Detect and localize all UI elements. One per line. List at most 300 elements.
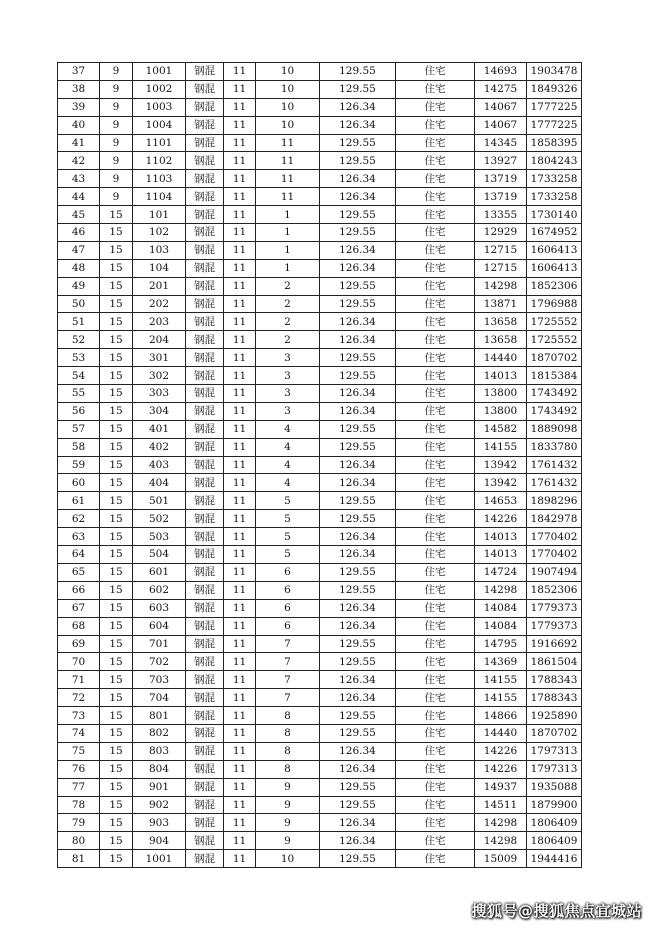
cell-floor: 3 — [256, 385, 320, 403]
table-row — [58, 63, 582, 81]
cell-structure: 钢混 — [186, 331, 224, 349]
cell-area: 126.34 — [320, 528, 396, 546]
cell-floor: 8 — [256, 724, 320, 742]
cell-row-no: 69 — [58, 635, 100, 653]
cell-unit: 101 — [133, 206, 186, 224]
cell-unit: 103 — [133, 241, 186, 259]
cell-total-floors: 11 — [224, 778, 256, 796]
cell-building: 15 — [100, 349, 133, 367]
cell-building: 15 — [100, 635, 133, 653]
cell-structure: 钢混 — [186, 277, 224, 295]
cell-area: 126.34 — [320, 241, 396, 259]
cell-structure: 钢混 — [186, 367, 224, 385]
cell-total-price: 1944416 — [527, 850, 582, 868]
cell-building: 15 — [100, 510, 133, 528]
cell-total-floors: 11 — [224, 438, 256, 456]
table-row — [58, 80, 582, 98]
cell-structure: 钢混 — [186, 349, 224, 367]
price-table — [57, 62, 582, 868]
cell-total-floors: 11 — [224, 63, 256, 81]
cell-area: 129.55 — [320, 224, 396, 242]
table-row — [58, 796, 582, 814]
cell-unit: 1101 — [133, 134, 186, 152]
cell-unit-price: 14937 — [475, 778, 527, 796]
cell-total-price: 1788343 — [527, 689, 582, 707]
cell-unit-price: 13942 — [475, 474, 527, 492]
cell-unit: 604 — [133, 617, 186, 635]
cell-total-price: 1935088 — [527, 778, 582, 796]
cell-structure: 钢混 — [186, 259, 224, 277]
cell-structure: 钢混 — [186, 635, 224, 653]
cell-usage: 住宅 — [396, 671, 475, 689]
cell-building: 9 — [100, 80, 133, 98]
cell-row-no: 50 — [58, 295, 100, 313]
cell-total-floors: 11 — [224, 385, 256, 403]
cell-unit-price: 13927 — [475, 152, 527, 170]
cell-unit: 202 — [133, 295, 186, 313]
cell-area: 129.55 — [320, 492, 396, 510]
cell-usage: 住宅 — [396, 367, 475, 385]
cell-floor: 4 — [256, 456, 320, 474]
cell-row-no: 55 — [58, 385, 100, 403]
cell-structure: 钢混 — [186, 814, 224, 832]
cell-unit: 802 — [133, 724, 186, 742]
cell-floor: 11 — [256, 170, 320, 188]
cell-building: 15 — [100, 295, 133, 313]
table-row — [58, 349, 582, 367]
table-row — [58, 152, 582, 170]
cell-total-price: 1796988 — [527, 295, 582, 313]
cell-row-no: 49 — [58, 277, 100, 295]
cell-building: 9 — [100, 98, 133, 116]
cell-unit-price: 14369 — [475, 653, 527, 671]
table-row — [58, 563, 582, 581]
table-row — [58, 224, 582, 242]
cell-total-price: 1861504 — [527, 653, 582, 671]
cell-total-price: 1606413 — [527, 259, 582, 277]
cell-area: 126.34 — [320, 689, 396, 707]
cell-usage: 住宅 — [396, 832, 475, 850]
cell-structure: 钢混 — [186, 385, 224, 403]
cell-usage: 住宅 — [396, 152, 475, 170]
cell-usage: 住宅 — [396, 170, 475, 188]
cell-structure: 钢混 — [186, 188, 224, 206]
cell-unit: 603 — [133, 599, 186, 617]
cell-total-price: 1770402 — [527, 528, 582, 546]
cell-unit: 304 — [133, 402, 186, 420]
cell-total-floors: 11 — [224, 492, 256, 510]
table-row — [58, 653, 582, 671]
cell-area: 129.55 — [320, 438, 396, 456]
cell-floor: 5 — [256, 510, 320, 528]
cell-total-price: 1777225 — [527, 98, 582, 116]
cell-total-floors: 11 — [224, 402, 256, 420]
cell-structure: 钢混 — [186, 707, 224, 725]
cell-row-no: 62 — [58, 510, 100, 528]
cell-area: 129.55 — [320, 850, 396, 868]
cell-row-no: 58 — [58, 438, 100, 456]
cell-usage: 住宅 — [396, 760, 475, 778]
cell-floor: 9 — [256, 814, 320, 832]
cell-area: 129.55 — [320, 796, 396, 814]
cell-unit: 503 — [133, 528, 186, 546]
cell-total-price: 1852306 — [527, 581, 582, 599]
cell-structure: 钢混 — [186, 510, 224, 528]
cell-floor: 10 — [256, 116, 320, 134]
cell-floor: 8 — [256, 707, 320, 725]
cell-total-price: 1852306 — [527, 277, 582, 295]
cell-floor: 10 — [256, 850, 320, 868]
cell-total-price: 1761432 — [527, 474, 582, 492]
cell-structure: 钢混 — [186, 778, 224, 796]
cell-unit: 501 — [133, 492, 186, 510]
cell-usage: 住宅 — [396, 188, 475, 206]
cell-row-no: 40 — [58, 116, 100, 134]
cell-structure: 钢混 — [186, 241, 224, 259]
cell-floor: 5 — [256, 528, 320, 546]
cell-floor: 1 — [256, 259, 320, 277]
cell-total-price: 1788343 — [527, 671, 582, 689]
cell-unit: 104 — [133, 259, 186, 277]
cell-total-floors: 11 — [224, 599, 256, 617]
cell-total-price: 1743492 — [527, 385, 582, 403]
cell-building: 15 — [100, 224, 133, 242]
cell-unit: 1001 — [133, 63, 186, 81]
cell-area: 126.34 — [320, 546, 396, 564]
table-row — [58, 456, 582, 474]
cell-building: 15 — [100, 492, 133, 510]
cell-floor: 9 — [256, 832, 320, 850]
cell-row-no: 81 — [58, 850, 100, 868]
cell-area: 126.34 — [320, 617, 396, 635]
cell-unit-price: 14226 — [475, 760, 527, 778]
cell-floor: 3 — [256, 367, 320, 385]
cell-floor: 5 — [256, 546, 320, 564]
cell-structure: 钢混 — [186, 528, 224, 546]
cell-usage: 住宅 — [396, 313, 475, 331]
cell-floor: 11 — [256, 188, 320, 206]
table-row — [58, 689, 582, 707]
table-row — [58, 742, 582, 760]
cell-unit: 1004 — [133, 116, 186, 134]
table-row — [58, 385, 582, 403]
cell-structure: 钢混 — [186, 563, 224, 581]
table-body — [58, 63, 582, 868]
cell-building: 15 — [100, 474, 133, 492]
cell-usage: 住宅 — [396, 241, 475, 259]
cell-unit: 804 — [133, 760, 186, 778]
cell-total-price: 1674952 — [527, 224, 582, 242]
cell-unit-price: 13800 — [475, 402, 527, 420]
table-row — [58, 134, 582, 152]
cell-unit-price: 14275 — [475, 80, 527, 98]
cell-unit-price: 14013 — [475, 546, 527, 564]
cell-total-price: 1833780 — [527, 438, 582, 456]
table-row — [58, 671, 582, 689]
cell-unit: 401 — [133, 420, 186, 438]
cell-row-no: 65 — [58, 563, 100, 581]
cell-row-no: 45 — [58, 206, 100, 224]
cell-unit: 302 — [133, 367, 186, 385]
cell-area: 126.34 — [320, 116, 396, 134]
cell-structure: 钢混 — [186, 474, 224, 492]
cell-row-no: 54 — [58, 367, 100, 385]
cell-area: 129.55 — [320, 349, 396, 367]
cell-structure: 钢混 — [186, 98, 224, 116]
cell-row-no: 73 — [58, 707, 100, 725]
cell-total-price: 1797313 — [527, 742, 582, 760]
cell-unit-price: 14440 — [475, 724, 527, 742]
cell-usage: 住宅 — [396, 206, 475, 224]
cell-row-no: 76 — [58, 760, 100, 778]
cell-unit-price: 14298 — [475, 581, 527, 599]
cell-building: 15 — [100, 760, 133, 778]
cell-floor: 11 — [256, 152, 320, 170]
cell-row-no: 41 — [58, 134, 100, 152]
cell-floor: 6 — [256, 581, 320, 599]
cell-area: 129.55 — [320, 134, 396, 152]
cell-unit-price: 14298 — [475, 277, 527, 295]
cell-structure: 钢混 — [186, 671, 224, 689]
cell-total-price: 1870702 — [527, 724, 582, 742]
cell-total-price: 1606413 — [527, 241, 582, 259]
cell-usage: 住宅 — [396, 116, 475, 134]
cell-unit: 701 — [133, 635, 186, 653]
cell-unit: 203 — [133, 313, 186, 331]
cell-unit-price: 13658 — [475, 331, 527, 349]
cell-total-price: 1889098 — [527, 420, 582, 438]
cell-total-floors: 11 — [224, 331, 256, 349]
cell-total-floors: 11 — [224, 98, 256, 116]
cell-building: 15 — [100, 385, 133, 403]
cell-unit-price: 13942 — [475, 456, 527, 474]
table-row — [58, 474, 582, 492]
cell-structure: 钢混 — [186, 152, 224, 170]
cell-usage: 住宅 — [396, 80, 475, 98]
cell-usage: 住宅 — [396, 295, 475, 313]
cell-row-no: 66 — [58, 581, 100, 599]
cell-unit-price: 14155 — [475, 689, 527, 707]
cell-total-floors: 11 — [224, 259, 256, 277]
cell-area: 129.55 — [320, 80, 396, 98]
cell-building: 15 — [100, 259, 133, 277]
cell-unit-price: 14013 — [475, 367, 527, 385]
cell-unit: 301 — [133, 349, 186, 367]
cell-total-floors: 11 — [224, 295, 256, 313]
cell-building: 15 — [100, 313, 133, 331]
table-row — [58, 367, 582, 385]
cell-row-no: 42 — [58, 152, 100, 170]
cell-structure: 钢混 — [186, 402, 224, 420]
cell-building: 9 — [100, 170, 133, 188]
cell-row-no: 46 — [58, 224, 100, 242]
cell-usage: 住宅 — [396, 778, 475, 796]
cell-total-price: 1804243 — [527, 152, 582, 170]
cell-row-no: 70 — [58, 653, 100, 671]
cell-total-floors: 11 — [224, 546, 256, 564]
table-row — [58, 546, 582, 564]
cell-structure: 钢混 — [186, 599, 224, 617]
cell-total-price: 1925890 — [527, 707, 582, 725]
cell-usage: 住宅 — [396, 98, 475, 116]
cell-structure: 钢混 — [186, 617, 224, 635]
cell-total-price: 1725552 — [527, 313, 582, 331]
cell-unit-price: 14866 — [475, 707, 527, 725]
cell-unit: 1001 — [133, 850, 186, 868]
cell-floor: 7 — [256, 671, 320, 689]
cell-total-floors: 11 — [224, 367, 256, 385]
cell-structure: 钢混 — [186, 796, 224, 814]
cell-floor: 4 — [256, 438, 320, 456]
cell-building: 15 — [100, 277, 133, 295]
cell-usage: 住宅 — [396, 402, 475, 420]
cell-building: 9 — [100, 188, 133, 206]
cell-floor: 3 — [256, 402, 320, 420]
cell-usage: 住宅 — [396, 617, 475, 635]
cell-unit-price: 14155 — [475, 671, 527, 689]
cell-row-no: 67 — [58, 599, 100, 617]
cell-unit: 602 — [133, 581, 186, 599]
cell-area: 129.55 — [320, 724, 396, 742]
cell-unit-price: 14226 — [475, 742, 527, 760]
cell-floor: 5 — [256, 492, 320, 510]
cell-building: 15 — [100, 653, 133, 671]
cell-floor: 1 — [256, 241, 320, 259]
cell-row-no: 56 — [58, 402, 100, 420]
cell-building: 15 — [100, 546, 133, 564]
cell-floor: 2 — [256, 277, 320, 295]
cell-area: 126.34 — [320, 385, 396, 403]
cell-row-no: 72 — [58, 689, 100, 707]
cell-usage: 住宅 — [396, 277, 475, 295]
cell-row-no: 48 — [58, 259, 100, 277]
cell-total-floors: 11 — [224, 241, 256, 259]
cell-row-no: 75 — [58, 742, 100, 760]
cell-area: 129.55 — [320, 367, 396, 385]
cell-structure: 钢混 — [186, 170, 224, 188]
cell-unit: 702 — [133, 653, 186, 671]
cell-unit-price: 14298 — [475, 814, 527, 832]
cell-unit: 403 — [133, 456, 186, 474]
cell-unit: 201 — [133, 277, 186, 295]
cell-building: 15 — [100, 850, 133, 868]
cell-building: 15 — [100, 528, 133, 546]
cell-usage: 住宅 — [396, 224, 475, 242]
cell-structure: 钢混 — [186, 438, 224, 456]
cell-usage: 住宅 — [396, 456, 475, 474]
cell-building: 15 — [100, 599, 133, 617]
cell-unit-price: 13871 — [475, 295, 527, 313]
cell-floor: 3 — [256, 349, 320, 367]
cell-structure: 钢混 — [186, 581, 224, 599]
cell-unit-price: 14298 — [475, 832, 527, 850]
cell-floor: 10 — [256, 63, 320, 81]
cell-unit: 903 — [133, 814, 186, 832]
cell-building: 15 — [100, 724, 133, 742]
cell-total-floors: 11 — [224, 349, 256, 367]
table-row — [58, 850, 582, 868]
cell-structure: 钢混 — [186, 456, 224, 474]
table-row — [58, 206, 582, 224]
cell-unit-price: 14084 — [475, 617, 527, 635]
cell-usage: 住宅 — [396, 653, 475, 671]
cell-area: 129.55 — [320, 653, 396, 671]
cell-unit-price: 13719 — [475, 188, 527, 206]
cell-usage: 住宅 — [396, 563, 475, 581]
cell-area: 126.34 — [320, 832, 396, 850]
cell-usage: 住宅 — [396, 689, 475, 707]
cell-floor: 4 — [256, 420, 320, 438]
cell-structure: 钢混 — [186, 850, 224, 868]
cell-floor: 9 — [256, 778, 320, 796]
cell-area: 126.34 — [320, 742, 396, 760]
cell-floor: 2 — [256, 331, 320, 349]
cell-unit-price: 13355 — [475, 206, 527, 224]
cell-row-no: 47 — [58, 241, 100, 259]
cell-building: 15 — [100, 778, 133, 796]
cell-structure: 钢混 — [186, 492, 224, 510]
cell-total-floors: 11 — [224, 742, 256, 760]
cell-area: 126.34 — [320, 313, 396, 331]
cell-structure: 钢混 — [186, 134, 224, 152]
cell-area: 126.34 — [320, 456, 396, 474]
cell-area: 126.34 — [320, 188, 396, 206]
cell-unit-price: 14155 — [475, 438, 527, 456]
table-row — [58, 599, 582, 617]
cell-building: 15 — [100, 241, 133, 259]
cell-building: 15 — [100, 438, 133, 456]
cell-total-floors: 11 — [224, 707, 256, 725]
cell-floor: 2 — [256, 313, 320, 331]
cell-floor: 6 — [256, 599, 320, 617]
cell-area: 126.34 — [320, 402, 396, 420]
cell-area: 126.34 — [320, 599, 396, 617]
cell-floor: 7 — [256, 653, 320, 671]
cell-structure: 钢混 — [186, 724, 224, 742]
cell-total-floors: 11 — [224, 671, 256, 689]
cell-row-no: 43 — [58, 170, 100, 188]
cell-unit: 1104 — [133, 188, 186, 206]
cell-structure: 钢混 — [186, 63, 224, 81]
cell-floor: 11 — [256, 134, 320, 152]
cell-building: 9 — [100, 134, 133, 152]
table-row — [58, 241, 582, 259]
cell-total-floors: 11 — [224, 456, 256, 474]
cell-total-floors: 11 — [224, 850, 256, 868]
cell-usage: 住宅 — [396, 492, 475, 510]
cell-usage: 住宅 — [396, 420, 475, 438]
cell-unit: 204 — [133, 331, 186, 349]
cell-row-no: 74 — [58, 724, 100, 742]
cell-structure: 钢混 — [186, 653, 224, 671]
cell-structure: 钢混 — [186, 295, 224, 313]
cell-total-price: 1733258 — [527, 188, 582, 206]
cell-row-no: 61 — [58, 492, 100, 510]
table-row — [58, 170, 582, 188]
cell-total-floors: 11 — [224, 188, 256, 206]
cell-usage: 住宅 — [396, 331, 475, 349]
cell-area: 129.55 — [320, 206, 396, 224]
cell-usage: 住宅 — [396, 438, 475, 456]
table-row — [58, 116, 582, 134]
table-row — [58, 98, 582, 116]
cell-area: 129.55 — [320, 635, 396, 653]
table-row — [58, 724, 582, 742]
cell-total-price: 1806409 — [527, 832, 582, 850]
cell-usage: 住宅 — [396, 510, 475, 528]
cell-usage: 住宅 — [396, 385, 475, 403]
cell-usage: 住宅 — [396, 349, 475, 367]
